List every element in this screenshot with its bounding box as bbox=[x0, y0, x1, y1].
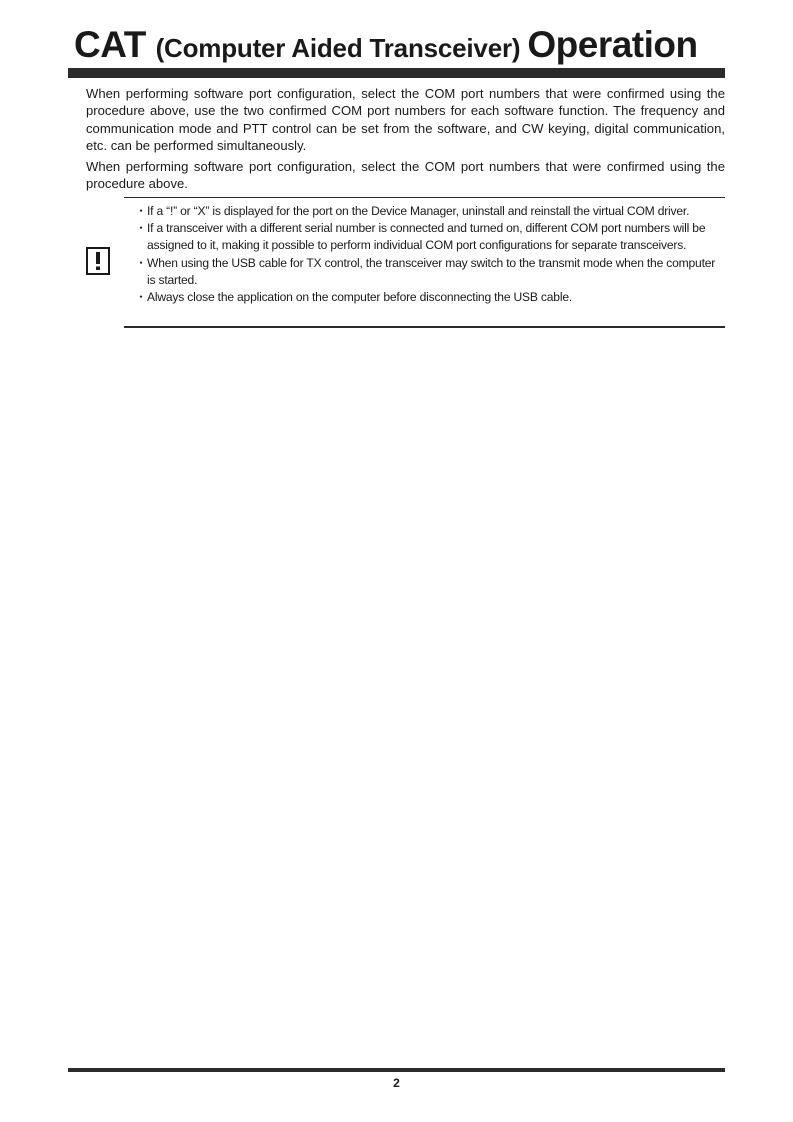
bullet-dot: ・ bbox=[135, 221, 147, 236]
note-text: If a “!” or “X” is displayed for the port on the Device Manager, uninstall and reinstall the virtual COM driver. bbox=[147, 204, 690, 218]
page-number: 2 bbox=[393, 1076, 400, 1090]
title-operation: Operation bbox=[527, 24, 698, 65]
note-text: Always close the application on the computer before disconnecting the USB cable. bbox=[147, 290, 573, 305]
note-item bbox=[135, 203, 717, 220]
note-top-rule bbox=[124, 197, 725, 198]
note-text: If a transceiver with a different serial number is connected and turned on, different COM port numbers will be assigned to it, making it possible to perform individual COM port configurations for separate transceivers. bbox=[147, 221, 706, 253]
page-title bbox=[74, 22, 734, 68]
body-paragraph-1: When performing software port configuration, select the COM port numbers that were confirmed using the procedure above, use the two confirmed COM port numbers for each software function. The frequency and communication mode and PTT control can be set from the software, and CW keying, digital communication, etc. can be performed simultaneously. bbox=[86, 86, 725, 154]
title-cat: CAT bbox=[74, 24, 156, 65]
note-item bbox=[135, 255, 717, 289]
note-item bbox=[135, 289, 717, 306]
note-text: When using the USB cable for TX control, the transceiver may switch to the transmit mode when the computer is started. bbox=[147, 255, 716, 287]
title-subtitle: (Computer Aided Transceiver) bbox=[155, 33, 528, 63]
note-bottom-rule bbox=[124, 326, 725, 328]
note-item bbox=[135, 220, 717, 254]
title-underline-bar bbox=[68, 68, 725, 78]
note-list bbox=[135, 203, 717, 306]
bullet-dot: ・ bbox=[135, 204, 147, 218]
body-paragraph-2: When performing software port configuration, select the COM port numbers that were confirmed using the procedure above. bbox=[86, 159, 725, 192]
exclamation-box-icon bbox=[86, 247, 110, 275]
bullet-dot: ・ bbox=[135, 290, 147, 305]
bullet-dot: ・ bbox=[135, 255, 147, 270]
footer-rule bbox=[68, 1068, 725, 1072]
